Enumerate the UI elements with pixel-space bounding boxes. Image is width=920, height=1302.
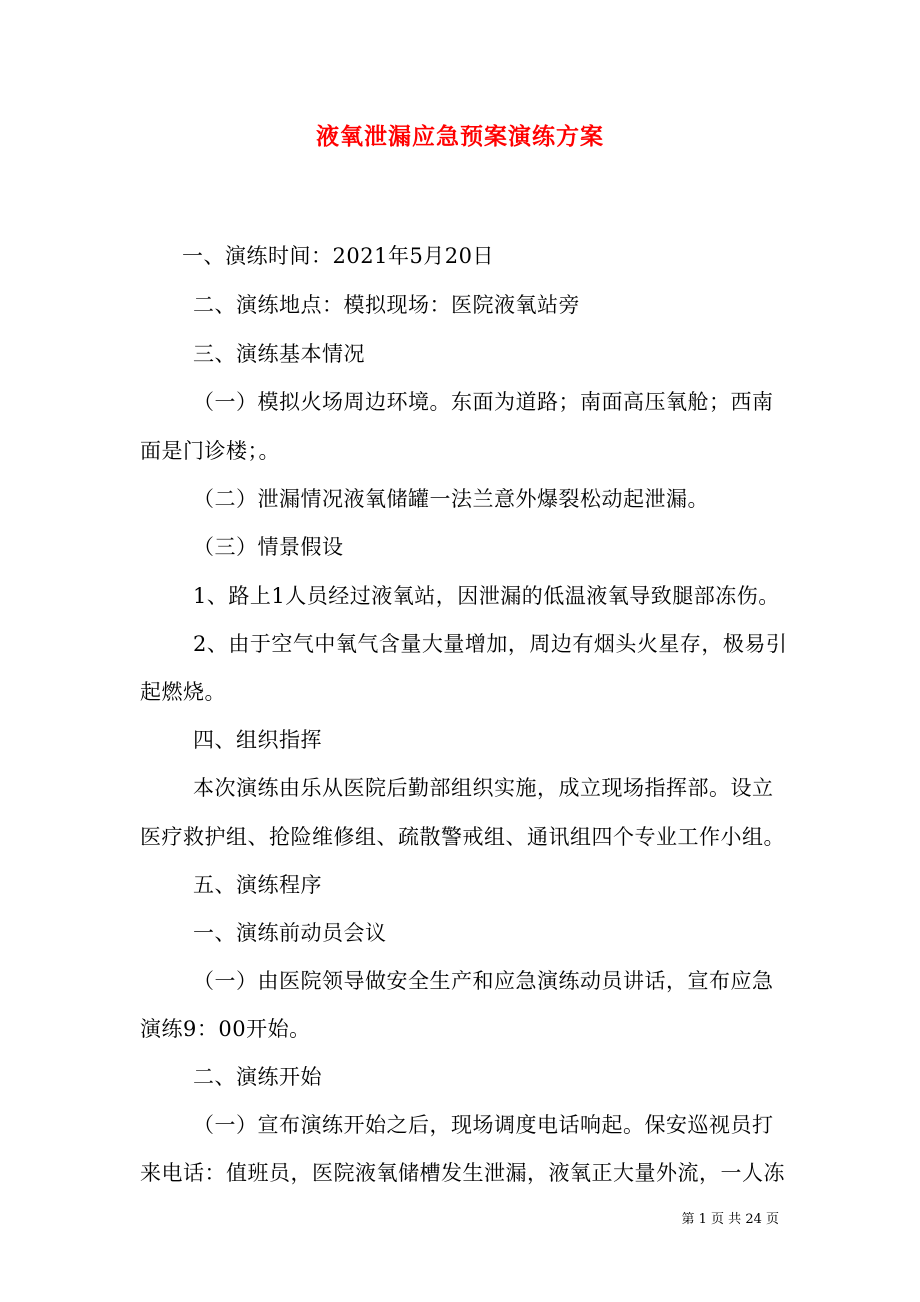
body-line: 三、演练基本情况 [193,342,365,366]
body-line: （一）模拟火场周边环境。东面为道路；南面高压氧舱；西南 [193,390,774,414]
body-line: 面是门诊楼；。 [140,439,280,463]
body-line: 五、演练程序 [193,873,322,897]
body-line: 二、演练开始 [193,1065,322,1089]
body-line: 2、由于空气中氧气含量大量增加，周边有烟头火星存，极易引 [193,632,788,656]
body-line: 来电话：值班员，医院液氧储槽发生泄漏，液氧正大量外流，一人冻 [140,1161,785,1185]
body-line: 四、组织指挥 [193,728,322,752]
body-line: （一）宣布演练开始之后，现场调度电话响起。保安巡视员打 [193,1113,774,1137]
body-line: 医疗救护组、抢险维修组、疏散警戒组、通讯组四个专业工作小组。 [140,825,785,849]
document-title: 液氧泄漏应急预案演练方案 [316,124,604,150]
body-line: 一、演练时间：2021年5月20日 [182,244,495,268]
body-line: 演练9：00开始。 [140,1017,311,1041]
body-line: 一、演练前动员会议 [193,921,387,945]
body-line: （一）由医院领导做安全生产和应急演练动员讲话，宣布应急 [193,969,774,993]
body-line: 1、路上1人员经过液氧站，因泄漏的低温液氧导致腿部冻伤。 [193,584,780,608]
body-line: （二）泄漏情况液氧储罐一法兰意外爆裂松动起泄漏。 [193,487,709,511]
body-line: 二、演练地点：模拟现场：医院液氧站旁 [193,293,580,317]
body-line: 起燃烧。 [140,680,226,704]
body-line: （三）情景假设 [193,535,344,559]
body-line: 本次演练由乐从医院后勤部组织实施，成立现场指挥部。设立 [193,776,774,800]
page-number-footer: 第 1 页 共 24 页 [681,1212,779,1227]
